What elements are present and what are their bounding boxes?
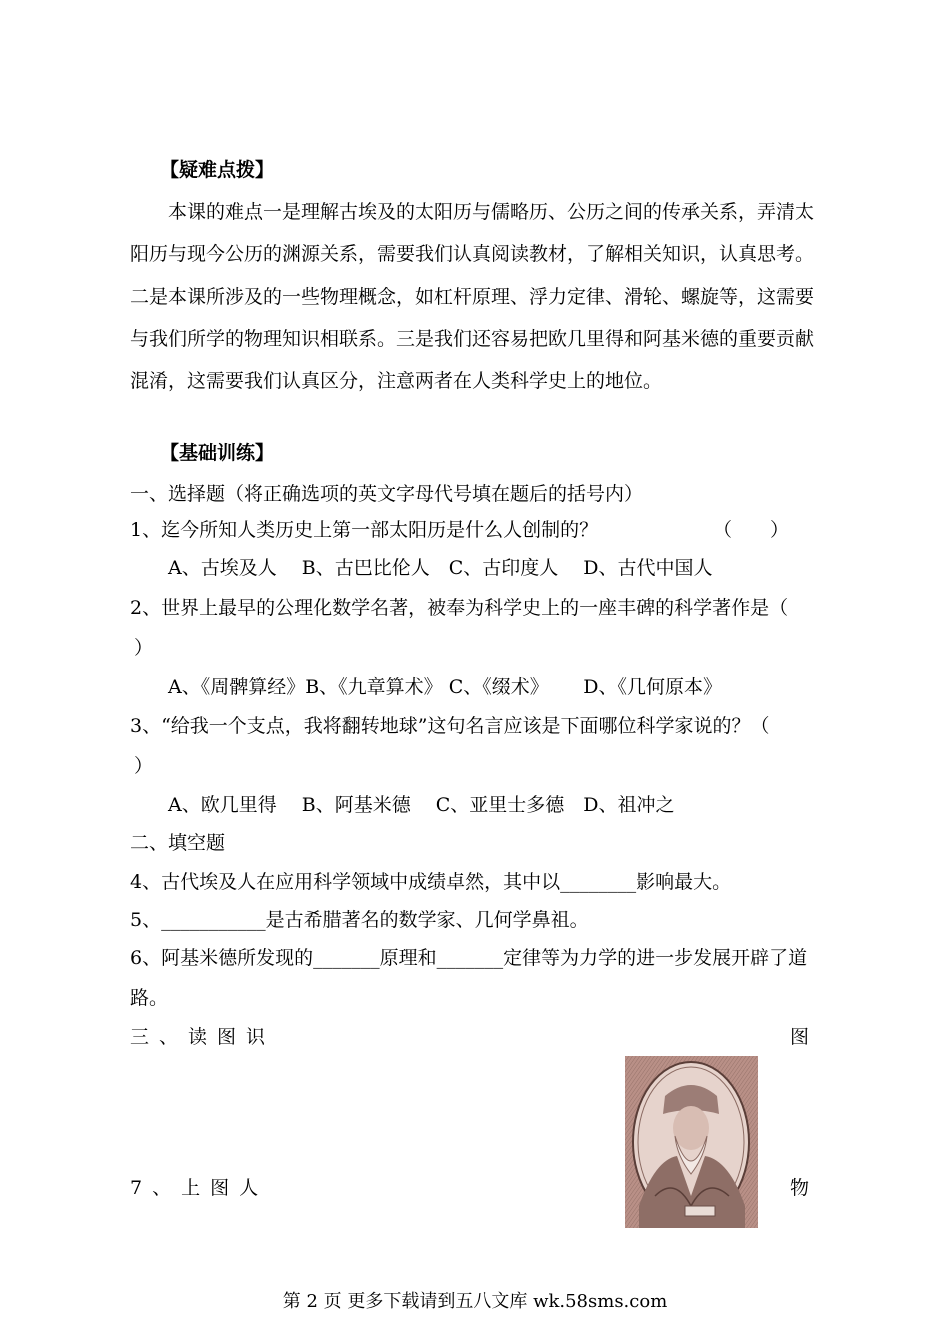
question-2-cont: ） bbox=[134, 637, 154, 659]
paragraph-line-3: 二是本课所涉及的一些物理概念，如杠杆原理、浮力定律、滑轮、螺旋等，这需要 bbox=[130, 286, 815, 308]
part2-title: 二、填空题 bbox=[130, 832, 226, 854]
question-1-answer-paren: （ ） bbox=[713, 519, 790, 541]
question-4: 4、古代埃及人在应用科学领域中成绩卓然，其中以________影响最大。 bbox=[130, 871, 732, 893]
page-footer: 第 2 页 更多下载请到五八文库 wk.58sms.com bbox=[282, 1291, 668, 1312]
question-3: 3、“给我一个支点，我将翻转地球”这句名言应该是下面哪位科学家说的？（ bbox=[130, 715, 770, 737]
question-3-cont: ） bbox=[134, 755, 154, 777]
question-6-cont: 路。 bbox=[130, 987, 169, 1009]
question-1: 1、迄今所知人类历史上第一部太阳历是什么人创制的？ bbox=[130, 519, 599, 541]
portrait-image bbox=[625, 1056, 758, 1228]
paragraph-line-5: 混淆，这需要我们认真区分，注意两者在人类科学史上的地位。 bbox=[130, 370, 663, 392]
question-5: 5、___________是古希腊著名的数学家、几何学鼻祖。 bbox=[130, 909, 589, 931]
question-2-options: A、《周髀算经》B、《九章算术》 C、《缀术》 D、《几何原本》 bbox=[168, 676, 723, 698]
question-7-right: 物 bbox=[790, 1177, 810, 1199]
question-7-left: 7、上图人 bbox=[130, 1177, 269, 1199]
section-heading-difficulty: 【疑难点拨】 bbox=[160, 159, 275, 181]
part3-title-right: 图 bbox=[790, 1026, 810, 1048]
section-heading-basic-training: 【基础训练】 bbox=[160, 442, 275, 464]
question-2: 2、世界上最早的公理化数学名著，被奉为科学史上的一座丰碑的科学著作是（ bbox=[130, 597, 789, 619]
part3-title-left: 三、读图识 bbox=[130, 1026, 276, 1048]
paragraph-line-1: 本课的难点一是理解古埃及的太阳历与儒略历、公历之间的传承关系，弄清太 bbox=[168, 201, 815, 223]
paragraph-line-4: 与我们所学的物理知识相联系。三是我们还容易把欧几里得和阿基米德的重要贡献 bbox=[130, 328, 815, 350]
part1-title: 一、选择题（将正确选项的英文字母代号填在题后的括号内） bbox=[130, 483, 644, 505]
question-6: 6、阿基米德所发现的_______原理和_______定律等为力学的进一步发展开辟了道 bbox=[130, 947, 808, 969]
question-3-options: A、欧几里得 B、阿基米德 C、亚里士多德 D、祖冲之 bbox=[168, 794, 675, 816]
paragraph-line-2: 阳历与现今公历的渊源关系，需要我们认真阅读教材，了解相关知识，认真思考。 bbox=[130, 243, 815, 265]
question-1-options: A、古埃及人 B、古巴比伦人 C、古印度人 D、古代中国人 bbox=[168, 557, 713, 579]
